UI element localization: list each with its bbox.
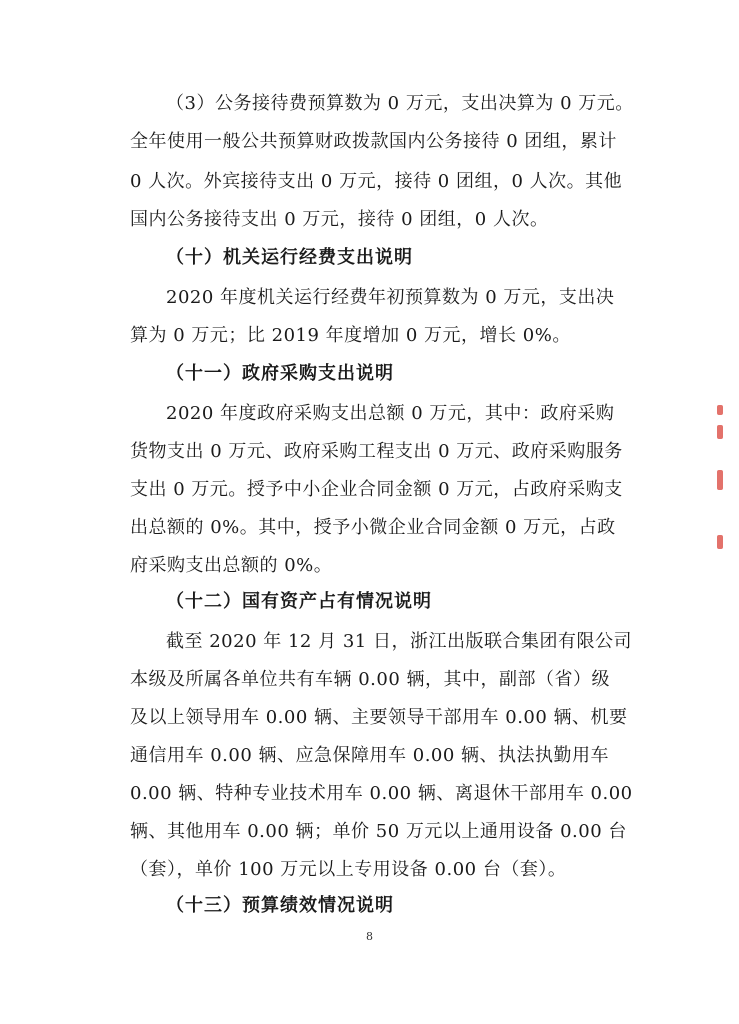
page-number: 8 [366, 930, 373, 943]
paragraph-line: 截至 2020 年 12 月 31 日，浙江出版联合集团有限公司 [166, 631, 632, 652]
paragraph-line: 算为 0 万元；比 2019 年度增加 0 万元，增长 0%。 [130, 325, 571, 346]
paragraph-line: 国内公务接待支出 0 万元，接待 0 团组，0 人次。 [130, 209, 549, 230]
paragraph-line: 本级及所属各单位共有车辆 0.00 辆，其中，副部（省）级 [130, 669, 611, 690]
seal-edge-mark [717, 470, 723, 490]
paragraph-line: 及以上领导用车 0.00 辆、主要领导干部用车 0.00 辆、机要 [130, 707, 628, 728]
paragraph-line: 通信用车 0.00 辆、应急保障用车 0.00 辆、执法执勤用车 [130, 745, 610, 766]
section-heading: （十三）预算绩效情况说明 [166, 895, 394, 916]
seal-edge-mark [717, 405, 723, 415]
seal-edge-mark [717, 535, 723, 549]
paragraph-line: 0 人次。外宾接待支出 0 万元，接待 0 团组，0 人次。其他 [130, 171, 623, 192]
paragraph-line: 2020 年度机关运行经费年初预算数为 0 万元，支出决 [166, 287, 615, 308]
seal-edge-mark [717, 425, 723, 439]
paragraph-line: 全年使用一般公共预算财政拨款国内公务接待 0 团组，累计 [130, 131, 617, 152]
section-heading: （十二）国有资产占有情况说明 [166, 591, 432, 612]
paragraph-line: 辆、其他用车 0.00 辆；单价 50 万元以上通用设备 0.00 台 [130, 821, 627, 842]
paragraph-line: （3）公务接待费预算数为 0 万元，支出决算为 0 万元。 [166, 93, 634, 114]
paragraph-line: 0.00 辆、特种专业技术用车 0.00 辆、离退休干部用车 0.00 [130, 783, 633, 804]
paragraph-line: 支出 0 万元。授予中小企业合同金额 0 万元，占政府采购支 [130, 479, 623, 500]
section-heading: （十）机关运行经费支出说明 [166, 247, 413, 268]
section-heading: （十一）政府采购支出说明 [166, 363, 394, 384]
paragraph-line: 2020 年度政府采购支出总额 0 万元，其中：政府采购 [166, 403, 615, 424]
paragraph-line: 货物支出 0 万元、政府采购工程支出 0 万元、政府采购服务 [130, 441, 623, 462]
paragraph-line: 出总额的 0%。其中，授予小微企业合同金额 0 万元，占政 [130, 517, 616, 538]
paragraph-line: 府采购支出总额的 0%。 [130, 555, 333, 576]
paragraph-line: （套），单价 100 万元以上专用设备 0.00 台（套）。 [130, 859, 567, 880]
